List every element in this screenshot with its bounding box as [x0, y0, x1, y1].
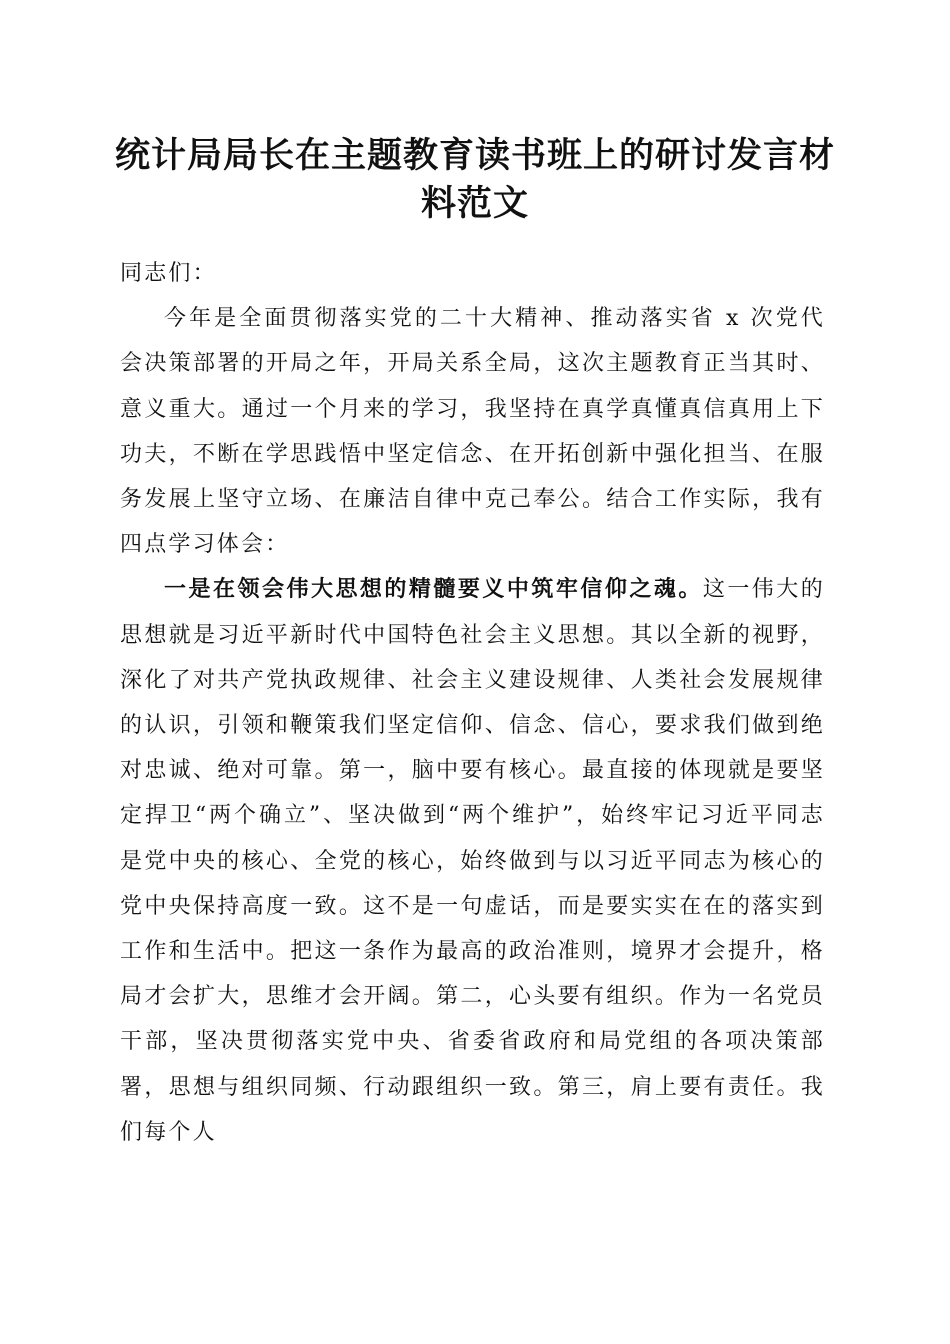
document-title	[110, 132, 840, 228]
document-body	[120, 251, 825, 1155]
salutation: 同志们：	[120, 261, 217, 286]
paragraph-point-one-lead: 一是在领会伟大思想的精髓要义中筑牢信仰之魂。	[164, 576, 703, 603]
paragraph-point-one	[120, 567, 825, 1155]
title-line-2: 料范文	[420, 183, 529, 224]
paragraph-point-one-body: 这一伟大的思想就是习近平新时代中国特色社会主义思想。其以全新的视野，深化了对共产党执政规律、社会主义建设规律、人类社会发展规律的认识，引领和鞭策我们坚定信仰、信念、信心，要求我们做到绝对忠诚、绝对可靠。第一，脑中要有核心。最直接的体现就是要坚定捍卫“两个确立”、坚决做到“两个维护”，始终牢记习近平同志是党中央的核心、全党的核心，始终做到与以习近平同志为核心的党中央保持高度一致。这不是一句虚话，而是要实实在在的落实到工作和生活中。把这一条作为最高的政治准则，境界才会提升，格局才会扩大，思维才会开阔。第二，心头要有组织。作为一名党员干部，坚决贯彻落实党中央、省委省政府和局党组的各项决策部署，思想与组织同频、行动跟组织一致。第三，肩上要有责任。我们每个人	[120, 577, 825, 1145]
title-line-1: 统计局局长在主题教育读书班上的研讨发言材	[114, 135, 835, 176]
paragraph-intro: 今年是全面贯彻落实党的二十大精神、推动落实省 x 次党代会决策部署的开局之年，开局关系全局，这次主题教育正当其时、意义重大。通过一个月来的学习，我坚持在真学真懂真信真用上下功夫，不断在学思践悟中坚定信念、在开拓创新中强化担当、在服务发展上坚守立场、在廉洁自律中克己奉公。结合工作实际，我有四点学习体会：	[120, 306, 825, 558]
